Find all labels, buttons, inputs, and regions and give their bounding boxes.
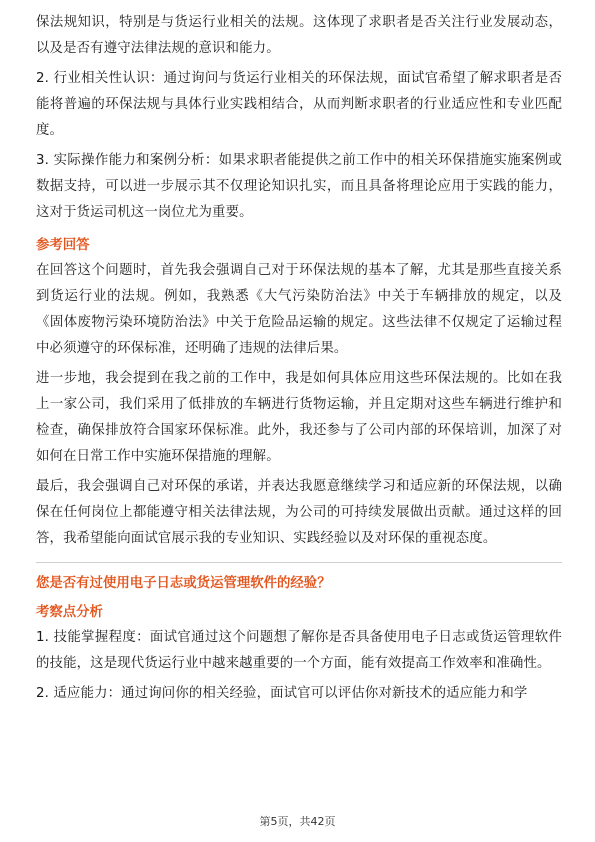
section-divider [36,562,562,563]
reference-answer-heading: 参考回答 [36,238,90,253]
analysis-point-3: 3. 实际操作能力和案例分析：如果求职者能提供之前工作中的相关环保措施实施案例或数据支持，可以进一步展示其不仅理论知识扎实，而且具备将理论应用于实践的能力，这对于货运司机这一岗位尤为重要。 [36,153,562,220]
document-page [36,10,562,707]
analysis-point-1-continued: 保法规知识，特别是与货运行业相关的法规。这体现了求职者是否关注行业发展动态，以及是否有遵守法律法规的意识和能力。 [36,15,562,56]
reference-answer-paragraph-3: 最后，我会强调自己对环保的承诺，并表达我愿意继续学习和适应新的环保法规，以确保在任何岗位上都能遵守相关法律法规，为公司的可持续发展做出贡献。通过这样的回答，我希望能向面试官展示我的专业知识、实践经验以及对环保的重视态度。 [36,479,562,546]
page-number-footer: 第5页，共42页 [259,815,336,828]
question-title: 您是否有过使用电子日志或货运管理软件的经验？ [36,576,331,591]
next-analysis-point-1: 1. 技能掌握程度：面试官通过这个问题想了解你是否具备使用电子日志或货运管理软件的技能，这是现代货运行业中越来越重要的一个方面，能有效提高工作效率和准确性。 [36,630,562,671]
reference-answer-paragraph-1: 在回答这个问题时，首先我会强调自己对于环保法规的基本了解，尤其是那些直接关系到货运行业的法规。例如，我熟悉《大气污染防治法》中关于车辆排放的规定，以及《固体废物污染环境防治法》中关于危险品运输的规定。这些法律不仅规定了运输过程中必须遵守的环保标准，还明确了违规的法律后果。 [36,263,562,356]
next-analysis-point-2: 2. 适应能力：通过询问你的相关经验，面试官可以评估你对新技术的适应能力和学 [36,686,528,701]
analysis-heading: 考察点分析 [36,605,103,620]
analysis-point-2: 2. 行业相关性认识：通过询问与货运行业相关的环保法规，面试官希望了解求职者是否能将普遍的环保法规与具体行业实践相结合，从而判断求职者的行业适应性和专业匹配度。 [36,71,562,138]
reference-answer-paragraph-2: 进一步地，我会提到在我之前的工作中，我是如何具体应用这些环保法规的。比如在我上一家公司，我们采用了低排放的车辆进行货物运输，并且定期对这些车辆进行维护和检查，确保排放符合国家环保标准。此外，我还参与了公司内部的环保培训，加深了对如何在日常工作中实施环保措施的理解。 [36,371,562,464]
